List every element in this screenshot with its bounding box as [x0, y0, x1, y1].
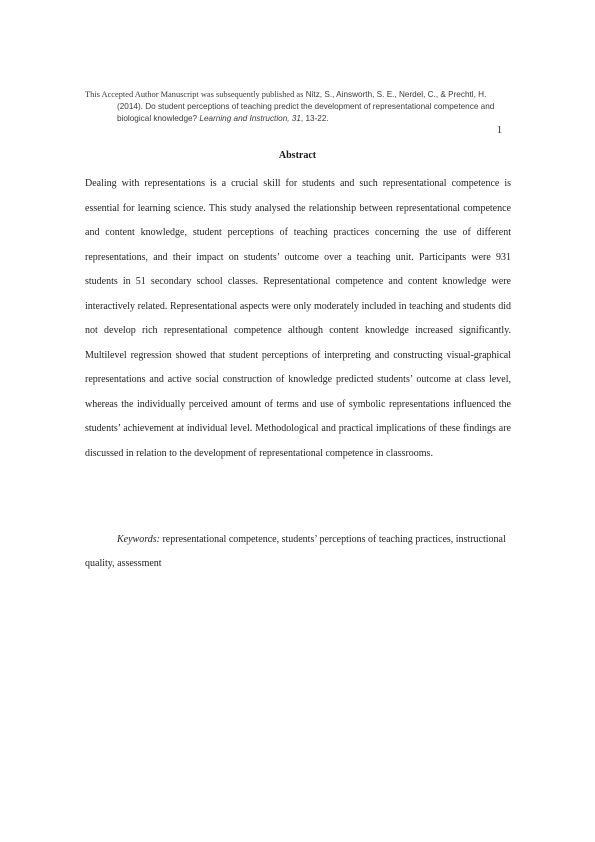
citation-prefix: This Accepted Author Manuscript was subsequently published as — [85, 90, 304, 99]
page-number: 1 — [497, 125, 502, 136]
citation-pages: , 13-22. — [300, 114, 329, 123]
citation-journal: Learning and Instruction, 31 — [199, 114, 301, 123]
citation-header — [85, 89, 555, 125]
abstract-heading: Abstract — [278, 150, 317, 161]
keywords-text: representational competence, students’ perceptions of teaching practices, instructional quality, assessment — [85, 534, 506, 569]
keywords-label: Keywords: — [117, 534, 160, 545]
citation-line-2: (2014). Do student perceptions of teaching predict the development of representational competence and — [117, 102, 495, 111]
keywords-paragraph — [85, 528, 511, 576]
citation-line-3 — [85, 113, 555, 125]
citation-authors: Nitz, S., Ainsworth, S. E., Nerdel, C., & Prechtl, H. — [305, 90, 487, 99]
citation-title-end: biological knowledge? — [117, 114, 198, 123]
citation-line-1 — [85, 89, 555, 101]
abstract-body: Dealing with representations is a crucial skill for students and such representational competence is essential for learning science. This study analysed the relationship between representational competence and content knowledge, student perceptions of teaching practices concerning the use of different representations, and their impact on students’ outcome over a teaching unit. Participants were 931 students in 51 secondary school classes. Representational competence and content knowledge were interactively related. Representational aspects were only moderately included in teaching and students did not develop rich representational competence although content knowledge increased significantly. Multilevel regression showed that student perceptions of interpreting and constructing visual-graphical representations and active social construction of knowledge predicted students’ outcome at class level, whereas the individually perceived amount of terms and use of symbolic representations influenced the students’ achievement at individual level. Methodological and practical implications of these findings are discussed in relation to the development of representational competence in classrooms. — [85, 178, 511, 459]
